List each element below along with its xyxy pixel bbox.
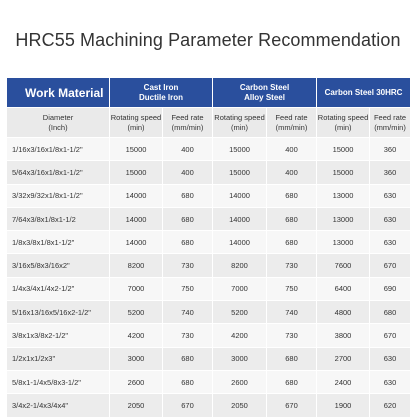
hrc30-speed-cell: 1900: [317, 394, 370, 417]
cast-iron-speed-cell: 3000: [110, 347, 163, 370]
header-row: [7, 78, 411, 108]
table-row: [7, 231, 411, 254]
hrc30-speed-cell: 7600: [317, 254, 370, 277]
carbon-steel-feed-cell: 680: [267, 207, 317, 230]
diameter-cell: 5/64x3/16x1/8x1-1/2": [7, 161, 110, 184]
feed-unit: (mm/min): [275, 122, 308, 132]
cast-iron-speed-cell: 2050: [110, 394, 163, 417]
carbon-steel-feed-cell: 680: [267, 184, 317, 207]
cast-iron-speed-cell: 14000: [110, 231, 163, 254]
cast-iron-feed-cell: 750: [163, 277, 213, 300]
hrc30-feed-cell: 670: [370, 324, 411, 347]
carbon-steel-feed-cell: 670: [267, 394, 317, 417]
diameter-cell: 3/8x1x3/8x2-1/2": [7, 324, 110, 347]
cast-iron-speed-cell: 5200: [110, 301, 163, 324]
hrc30-speed-cell: 3800: [317, 324, 370, 347]
cast-iron-feed-cell: 730: [163, 254, 213, 277]
hrc30-speed-cell: 15000: [317, 138, 370, 161]
carbon-steel-feed-cell: 750: [267, 277, 317, 300]
cast-iron-speed-cell: 14000: [110, 207, 163, 230]
material-group-header: [110, 78, 213, 108]
carbon-steel-speed-cell: 15000: [213, 138, 267, 161]
hrc30-feed-cell: 630: [370, 347, 411, 370]
carbon-steel-feed-cell: 730: [267, 254, 317, 277]
hrc30-feed-cell: 630: [370, 207, 411, 230]
diameter-cell: 3/32x9/32x1/8x1-1/2": [7, 184, 110, 207]
table-row: [7, 347, 411, 370]
cast-iron-speed-cell: 4200: [110, 324, 163, 347]
table-row: [7, 138, 411, 161]
carbon-steel-speed-cell: 8200: [213, 254, 267, 277]
speed-label: Rotating speed: [317, 112, 369, 122]
table-row: [7, 301, 411, 324]
hrc30-feed-cell: 360: [370, 138, 411, 161]
parameter-table: [6, 77, 411, 418]
hrc30-feed-cell: 360: [370, 161, 411, 184]
speed-label: Rotating speed: [214, 112, 265, 122]
material-group-line1: Carbon Steel: [239, 82, 290, 92]
feed-label: Feed rate: [171, 112, 204, 122]
subheader-row: [7, 108, 411, 138]
hrc30-feed-cell: 680: [370, 301, 411, 324]
speed-header: [317, 108, 370, 138]
cast-iron-speed-cell: 14000: [110, 184, 163, 207]
cast-iron-feed-cell: 400: [163, 138, 213, 161]
carbon-steel-feed-cell: 740: [267, 301, 317, 324]
table-row: [7, 254, 411, 277]
hrc30-speed-cell: 15000: [317, 161, 370, 184]
material-group-line1: Cast Iron: [143, 82, 179, 92]
hrc30-speed-cell: 6400: [317, 277, 370, 300]
diameter-cell: 1/4x3/4x1/4x2-1/2": [7, 277, 110, 300]
hrc30-feed-cell: 630: [370, 370, 411, 393]
cast-iron-feed-cell: 680: [163, 231, 213, 254]
diameter-cell: 3/4x2-1/4x3/4x4": [7, 394, 110, 417]
speed-header: [110, 108, 163, 138]
hrc30-speed-cell: 13000: [317, 231, 370, 254]
cast-iron-feed-cell: 680: [163, 207, 213, 230]
cast-iron-speed-cell: 2600: [110, 370, 163, 393]
carbon-steel-speed-cell: 2050: [213, 394, 267, 417]
carbon-steel-speed-cell: 14000: [213, 184, 267, 207]
diameter-unit: (Inch): [48, 122, 68, 132]
carbon-steel-speed-cell: 14000: [213, 207, 267, 230]
feed-label: Feed rate: [275, 112, 308, 122]
feed-header: [163, 108, 213, 138]
speed-unit: (min): [127, 122, 145, 132]
carbon-steel-feed-cell: 400: [267, 138, 317, 161]
diameter-cell: 5/8x1-1/4x5/8x3-1/2": [7, 370, 110, 393]
cast-iron-speed-cell: 7000: [110, 277, 163, 300]
diameter-cell: 7/64x3/8x1/8x1-1/2: [7, 207, 110, 230]
speed-unit: (min): [230, 122, 249, 132]
table-row: [7, 207, 411, 230]
carbon-steel-speed-cell: 4200: [213, 324, 267, 347]
carbon-steel-speed-cell: 5200: [213, 301, 267, 324]
table-row: [7, 184, 411, 207]
table-row: [7, 324, 411, 347]
table-row: [7, 277, 411, 300]
hrc30-speed-cell: 4800: [317, 301, 370, 324]
cast-iron-feed-cell: 680: [163, 370, 213, 393]
cast-iron-speed-cell: 15000: [110, 161, 163, 184]
cast-iron-feed-cell: 740: [163, 301, 213, 324]
hrc30-feed-cell: 690: [370, 277, 411, 300]
carbon-steel-feed-cell: 400: [267, 161, 317, 184]
diameter-cell: 1/2x1x1/2x3": [7, 347, 110, 370]
diameter-cell: 1/8x3/8x1/8x1-1/2": [7, 231, 110, 254]
feed-header: [370, 108, 411, 138]
diameter-header: [7, 108, 110, 138]
hrc30-speed-cell: 2400: [317, 370, 370, 393]
feed-unit: (mm/min): [171, 122, 204, 132]
feed-label: Feed rate: [373, 112, 407, 122]
table-row: [7, 161, 411, 184]
diameter-label: Diameter: [42, 112, 74, 122]
cast-iron-feed-cell: 670: [163, 394, 213, 417]
cast-iron-feed-cell: 730: [163, 324, 213, 347]
carbon-steel-feed-cell: 680: [267, 231, 317, 254]
diameter-cell: 5/16x13/16x5/16x2-1/2": [7, 301, 110, 324]
hrc30-feed-cell: 630: [370, 184, 411, 207]
hrc30-feed-cell: 620: [370, 394, 411, 417]
carbon-steel-speed-cell: 2600: [213, 370, 267, 393]
material-group-line2: Ductile Iron: [139, 92, 184, 102]
hrc30-speed-cell: 2700: [317, 347, 370, 370]
table-row: [7, 394, 411, 417]
carbon-steel-speed-cell: 14000: [213, 231, 267, 254]
hrc30-speed-cell: 13000: [317, 184, 370, 207]
table-row: [7, 370, 411, 393]
carbon-steel-feed-cell: 730: [267, 324, 317, 347]
speed-header: [213, 108, 267, 138]
cast-iron-speed-cell: 8200: [110, 254, 163, 277]
speed-unit: (min): [334, 122, 352, 132]
cast-iron-speed-cell: 15000: [110, 138, 163, 161]
carbon-steel-feed-cell: 680: [267, 347, 317, 370]
diameter-cell: 3/16x5/8x3/16x2": [7, 254, 110, 277]
hrc30-speed-cell: 13000: [317, 207, 370, 230]
feed-unit: (mm/min): [374, 122, 406, 132]
carbon-steel-speed-cell: 3000: [213, 347, 267, 370]
material-group-header: [213, 78, 317, 108]
hrc30-feed-cell: 630: [370, 231, 411, 254]
material-group-line1: Carbon Steel 30HRC: [324, 87, 403, 97]
page-title: HRC55 Machining Parameter Recommendation: [15, 30, 401, 50]
material-group-header: [317, 78, 411, 108]
diameter-cell: 1/16x3/16x1/8x1-1/2": [7, 138, 110, 161]
feed-header: [267, 108, 317, 138]
carbon-steel-speed-cell: 15000: [213, 161, 267, 184]
carbon-steel-speed-cell: 7000: [213, 277, 267, 300]
carbon-steel-feed-cell: 680: [267, 370, 317, 393]
work-material-header: Work Material: [7, 78, 110, 108]
cast-iron-feed-cell: 680: [163, 184, 213, 207]
hrc30-feed-cell: 670: [370, 254, 411, 277]
material-group-line2: Alloy Steel: [244, 92, 285, 102]
cast-iron-feed-cell: 680: [163, 347, 213, 370]
cast-iron-feed-cell: 400: [163, 161, 213, 184]
speed-label: Rotating speed: [110, 112, 162, 122]
